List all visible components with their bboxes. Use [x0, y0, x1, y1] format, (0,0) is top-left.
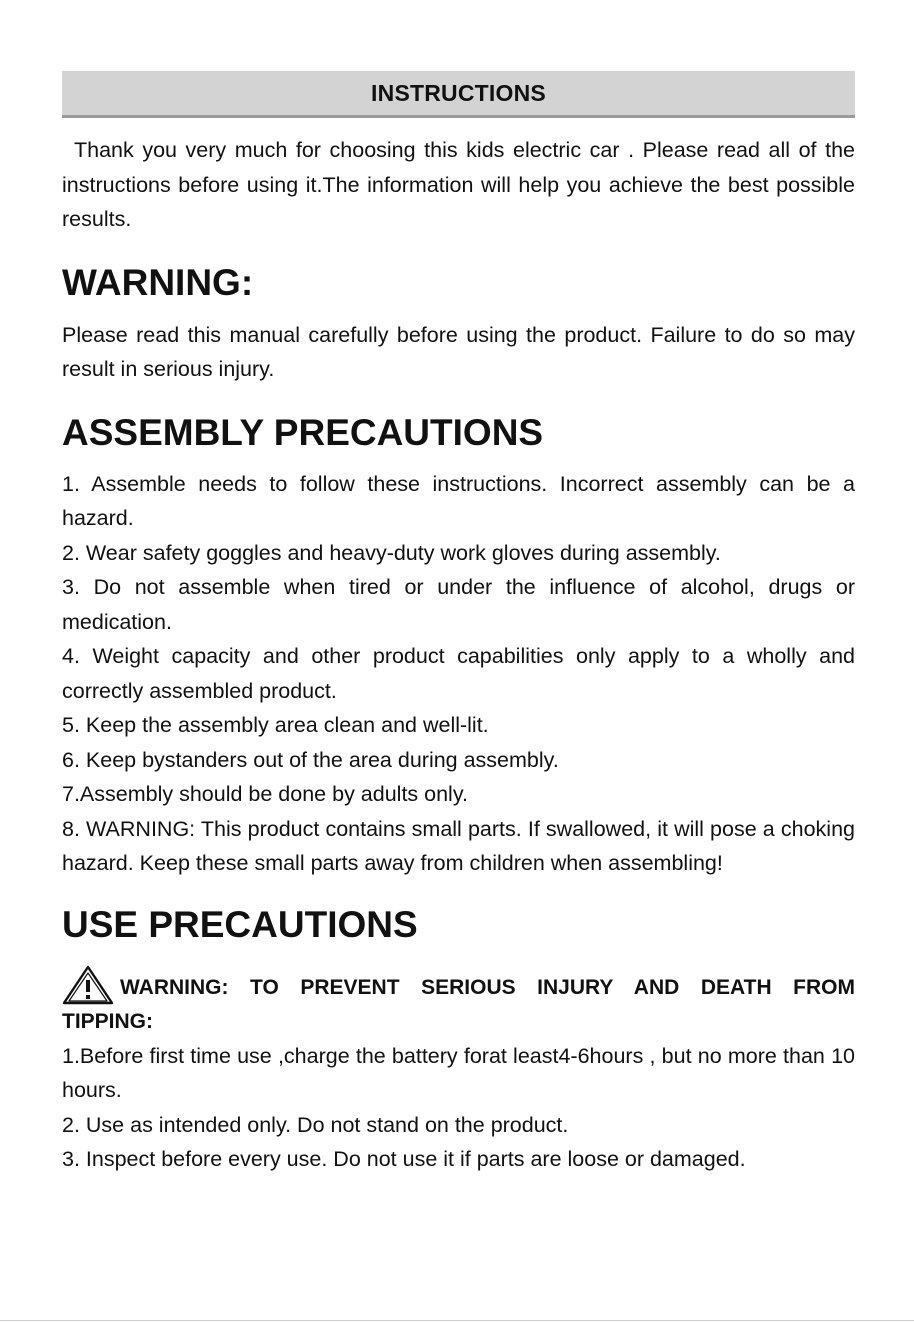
- list-item: 8. WARNING: This product contains small parts. If swallowed, it will pose a choking hazard. Keep these small parts away from children when assembling!: [62, 816, 855, 875]
- list-item: 2. Use as intended only. Do not stand on the product.: [62, 1112, 569, 1137]
- tipping-warning-line1: WARNING: TO PREVENT SERIOUS INJURY AND DEATH FROM: [120, 975, 855, 999]
- assembly-list: [62, 467, 855, 881]
- warning-heading: WARNING:: [62, 261, 254, 303]
- assembly-heading: ASSEMBLY PRECAUTIONS: [62, 411, 544, 453]
- list-item: 7.Assembly should be done by adults only.: [62, 782, 468, 806]
- list-item: 1.Before first time use ,charge the battery forat least4-6hours , but no more than 10 hours.: [62, 1043, 855, 1102]
- tipping-warning-line2: TIPPING:: [62, 1009, 154, 1033]
- tipping-warning: [62, 965, 855, 1039]
- use-heading: USE PRECAUTIONS: [62, 903, 418, 945]
- use-list: [62, 1039, 855, 1177]
- list-item: 3. Do not assemble when tired or under the influence of alcohol, drugs or medication.: [62, 575, 855, 634]
- document-body: [62, 133, 855, 1177]
- warning-text: Please read this manual carefully before using the product. Failure to do so may result in serious injury.: [62, 322, 855, 381]
- header-bar: [62, 71, 855, 118]
- list-item: 5. Keep the assembly area clean and well-lit.: [62, 713, 489, 737]
- list-item: 6. Keep bystanders out of the area during assembly.: [62, 747, 559, 772]
- page-edge-line: [0, 1320, 914, 1321]
- list-item: 2. Wear safety goggles and heavy-duty work gloves during assembly.: [62, 540, 721, 565]
- intro-paragraph: Thank you very much for choosing this kids electric car . Please read all of the instructions before using it.The information will help you achieve the best possible results.: [62, 138, 855, 231]
- warning-triangle-icon: [62, 965, 114, 1005]
- list-item: 1. Assemble needs to follow these instructions. Incorrect assembly can be a hazard.: [62, 471, 855, 530]
- list-item: 4. Weight capacity and other product capabilities only apply to a wholly and correctly assembled product.: [62, 644, 855, 703]
- page-title: INSTRUCTIONS: [371, 79, 546, 106]
- list-item: 3. Inspect before every use. Do not use it if parts are loose or damaged.: [62, 1147, 746, 1171]
